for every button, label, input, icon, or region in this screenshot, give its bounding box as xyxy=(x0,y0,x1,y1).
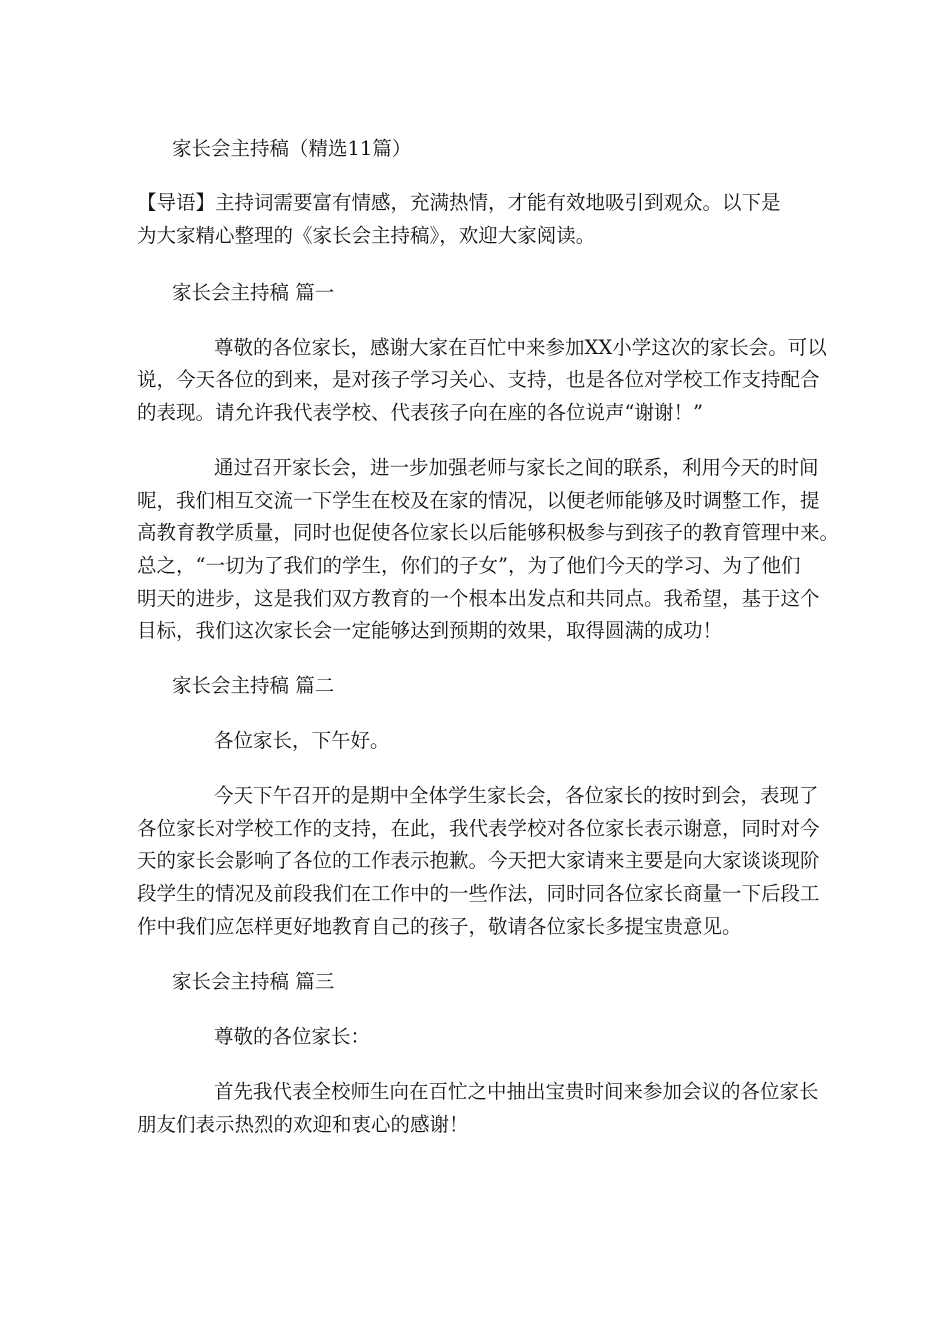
paragraph-line: 天的家长会影响了各位的工作表示抱歉。今天把大家请来主要是向大家谈谈现阶 xyxy=(137,849,820,872)
intro-line: 【导语】主持词需要富有情感，充满热情，才能有效地吸引到观众。以下是 xyxy=(137,191,781,214)
section-heading: 家长会主持稿 篇三 xyxy=(172,970,335,993)
paragraph-line: 尊敬的各位家长，感谢大家在百忙中来参加XX小学这次的家长会。可以 xyxy=(214,336,827,359)
paragraph-line: 作中我们应怎样更好地教育自己的孩子，敬请各位家长多提宝贵意见。 xyxy=(137,915,742,938)
paragraph-line: 明天的进步，这是我们双方教育的一个根本出发点和共同点。我希望，基于这个 xyxy=(137,587,820,610)
paragraph-line: 目标，我们这次家长会一定能够达到预期的效果，取得圆满的成功！ xyxy=(137,619,723,642)
paragraph-line: 高教育教学质量，同时也促使各位家长以后能够积极参与到孩子的教育管理中来。 xyxy=(137,521,840,544)
paragraph-line: 总之，“一切为了我们的学生，你们的子女”，为了他们今天的学习、为了他们 xyxy=(137,554,801,577)
paragraph-line: 朋友们表示热烈的欢迎和衷心的感谢！ xyxy=(137,1113,469,1136)
document-title: 家长会主持稿（精选11篇） xyxy=(172,137,412,160)
paragraph-line: 说，今天各位的到来，是对孩子学习关心、支持，也是各位对学校工作支持配合 xyxy=(137,368,820,391)
paragraph-line: 今天下午召开的是期中全体学生家长会，各位家长的按时到会，表现了 xyxy=(214,784,819,807)
paragraph-line: 首先我代表全校师生向在百忙之中抽出宝贵时间来参加会议的各位家长 xyxy=(214,1080,819,1103)
paragraph-line: 段学生的情况及前段我们在工作中的一些作法，同时同各位家长商量一下后段工 xyxy=(137,882,820,905)
paragraph-line: 尊敬的各位家长： xyxy=(214,1025,371,1048)
paragraph-line: 各位家长，下午好。 xyxy=(214,729,390,752)
paragraph-line: 呢，我们相互交流一下学生在校及在家的情况，以便老师能够及时调整工作，提 xyxy=(137,489,820,512)
paragraph-line: 通过召开家长会，进一步加强老师与家长之间的联系，利用今天的时间 xyxy=(214,456,819,479)
section-heading: 家长会主持稿 篇二 xyxy=(172,674,335,697)
paragraph-line: 的表现。请允许我代表学校、代表孩子向在座的各位说声“谢谢！” xyxy=(137,401,703,424)
intro-line: 为大家精心整理的《家长会主持稿》，欢迎大家阅读。 xyxy=(137,224,596,247)
section-heading: 家长会主持稿 篇一 xyxy=(172,281,335,304)
paragraph-line: 各位家长对学校工作的支持，在此，我代表学校对各位家长表示谢意，同时对今 xyxy=(137,817,820,840)
